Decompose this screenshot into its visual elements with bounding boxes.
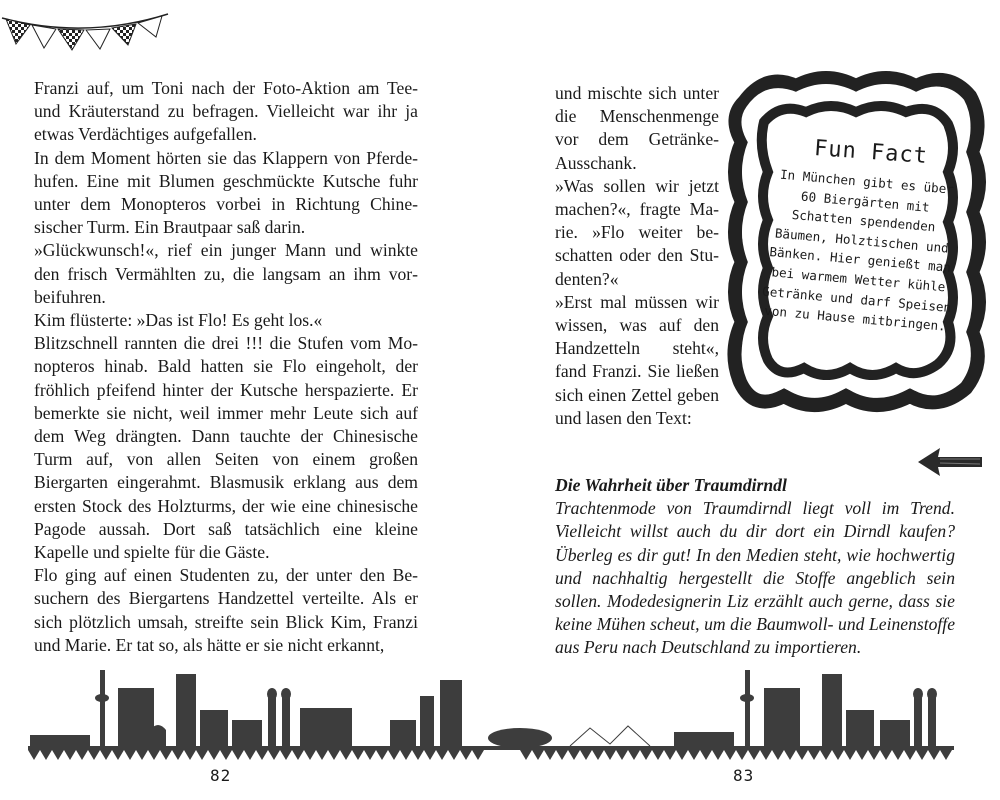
paragraph: Flo ging auf einen Studenten zu, der unter den Besuchern des Biergartens Handzettel verteilte. Als er sich plötzlich umsah, streifte sein Blick Kim, Franzi und Marie. Er tat so, als hätte er sie nicht erkannt,	[34, 565, 418, 655]
paragraph: »Erst mal müssen wir wissen, was auf den Handzetteln steht«, fand Franzi. Sie ließen sich einen Zettel geben und lasen den Text:	[555, 291, 719, 428]
flyer-title: Die Wahrheit über Traumdirndl	[555, 475, 787, 495]
left-page-text	[34, 77, 418, 657]
fun-fact-box	[726, 62, 988, 422]
paragraph: In dem Moment hörten sie das Klappern von Pferdehufen. Eine mit Blumen geschmückte Kutsche fuhr unter dem Monopteros vorbei in Richtung Chinesischer Turm. Ein Brautpaar saß darin.	[34, 147, 418, 238]
paragraph: Blitzschnell rannten die drei !!! die Stufen vom Monopteros hinab. Bald hatten sie Flo eingeholt, der fröhlich pfeifend hinter der Kutsche herspazierte. Er bemerkte sie nicht, weil immer mehr Leute sich auf dem Weg drängten. Dann tauchte der Chinesische Turm auf, von allen Seiten von einem großen Biergarten eingerahmt. Blasmusik erklang aus dem ersten Stock des Holzturms, der wie eine chinesische Pagode aussah. Dort saß tatsächlich eine kleine Kapelle und spielte für die Gäste.	[34, 333, 418, 563]
bunting-decoration	[0, 0, 175, 60]
flyer-text-block	[555, 474, 955, 660]
page-number-left: 82	[210, 766, 232, 785]
flyer-body: Trachtenmode von Traumdirndl liegt voll im Trend. Vielleicht willst auch du dir dort ein Dirndl kaufen? Überleg es dir gut! In den Medien steht, wie hochwertig und nachhaltig hergestellt die Stoffe angeblich sein sollen. Modedesignerin Liz erzählt auch gerne, dass sie keine Mühen scheut, um die Baumwoll- und Leinenstoffe aus Peru nach Deutschland zu importieren.	[555, 498, 955, 658]
paragraph: Kim flüsterte: »Das ist Flo! Es geht los.«	[34, 310, 323, 331]
fun-fact-text: In München gibt es über 60 Biergärten mit Schatten spendenden Bäumen, Holztischen und Bänken. Hier genießt man bei warmem Wetter kühle Getränke und darf Speisen von zu Hause mitbringen.	[761, 166, 955, 334]
skyline-fringe	[28, 750, 952, 760]
skyline-left-group	[28, 670, 954, 750]
paragraph: »Glückwunsch!«, rief ein junger Mann und winkte den frisch Vermählten zu, die langsam an ihm vorbeifuhren.	[34, 240, 418, 307]
right-page-text	[555, 82, 719, 430]
fun-fact-title: Fun Fact	[813, 136, 929, 169]
paragraph: Franzi auf, um Toni nach der Foto-Aktion am Tee- und Kräuterstand zu befragen. Vielleicht war ihr ja etwas Verdächtiges aufgefallen.	[34, 78, 418, 145]
paragraph: »Was sollen wir jetzt machen?«, fragte Marie. »Flo weiter beschatten oder den Studenten?«	[555, 175, 719, 289]
page-number-right: 83	[733, 766, 755, 785]
paragraph: und mischte sich unter die Menschenmenge vor dem Getränke-Ausschank.	[555, 83, 719, 173]
skyline-tent-roof	[570, 726, 650, 746]
munich-skyline-illustration	[0, 650, 1000, 770]
